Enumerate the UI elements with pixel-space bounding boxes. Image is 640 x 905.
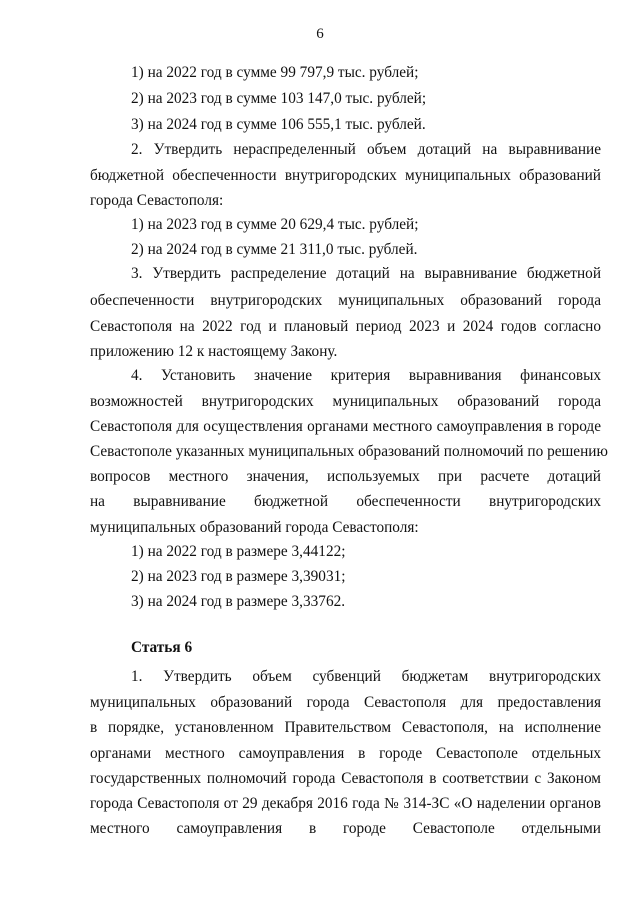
text-line: вопросов местного значения, используемых при расчете дотаций <box>90 468 601 485</box>
text-line: на выравнивание бюджетной обеспеченности внутригородских <box>90 493 601 510</box>
text-line: бюджетной обеспеченности внутригородских муниципальных образований <box>90 167 601 184</box>
text-line: обеспеченности внутригородских муниципальных образований города <box>90 292 601 309</box>
text-line: города Севастополя от 29 декабря 2016 года № 314-ЗС «О наделении органов <box>90 795 601 812</box>
text-line: приложению 12 к настоящему Закону. <box>90 343 338 360</box>
text-line: муниципальных образований города Севастополя для предоставления <box>90 694 601 711</box>
text-line: в порядке, установленном Правительством Севастополя, на исполнение <box>90 719 601 736</box>
text-line: 2) на 2024 год в сумме 21 311,0 тыс. рублей. <box>131 241 418 258</box>
text-line: Севастополе указанных муниципальных образований полномочий по решению <box>90 443 608 460</box>
text-line: Севастополя на 2022 год и плановый период 2023 и 2024 годов согласно <box>90 318 601 335</box>
text-line: 4. Установить значение критерия выравнивания финансовых <box>131 367 601 384</box>
text-line: 1) на 2022 год в сумме 99 797,9 тыс. рублей; <box>131 64 419 81</box>
text-line: возможностей внутригородских муниципальных образований города <box>90 393 601 410</box>
text-line: Севастополя для осуществления органами местного самоуправления в городе <box>90 418 601 435</box>
text-line: муниципальных образований города Севастополя: <box>90 519 419 536</box>
text-line: 1) на 2023 год в сумме 20 629,4 тыс. рублей; <box>131 216 419 233</box>
text-line: 1) на 2022 год в размере 3,44122; <box>131 543 346 560</box>
page-number: 6 <box>316 26 324 42</box>
text-line: 2. Утвердить нераспределенный объем дотаций на выравнивание <box>131 141 601 158</box>
text-line: 2) на 2023 год в размере 3,39031; <box>131 568 346 585</box>
text-line: 2) на 2023 год в сумме 103 147,0 тыс. рублей; <box>131 90 427 107</box>
text-line: 3) на 2024 год в размере 3,33762. <box>131 593 346 610</box>
article-heading: Статья 6 <box>131 639 193 656</box>
text-line: органами местного самоуправления в городе Севастополе отдельных <box>90 745 601 762</box>
text-line: 3) на 2024 год в сумме 106 555,1 тыс. рублей. <box>131 116 426 133</box>
text-line: 1. Утвердить объем субвенций бюджетам внутригородских <box>131 668 601 685</box>
text-line: местного самоуправления в городе Севастополе отдельными <box>90 820 601 837</box>
text-line: государственных полномочий города Севастополя в соответствии с Законом <box>90 770 601 787</box>
text-line: города Севастополя: <box>90 192 224 209</box>
text-line: 3. Утвердить распределение дотаций на выравнивание бюджетной <box>131 265 601 282</box>
